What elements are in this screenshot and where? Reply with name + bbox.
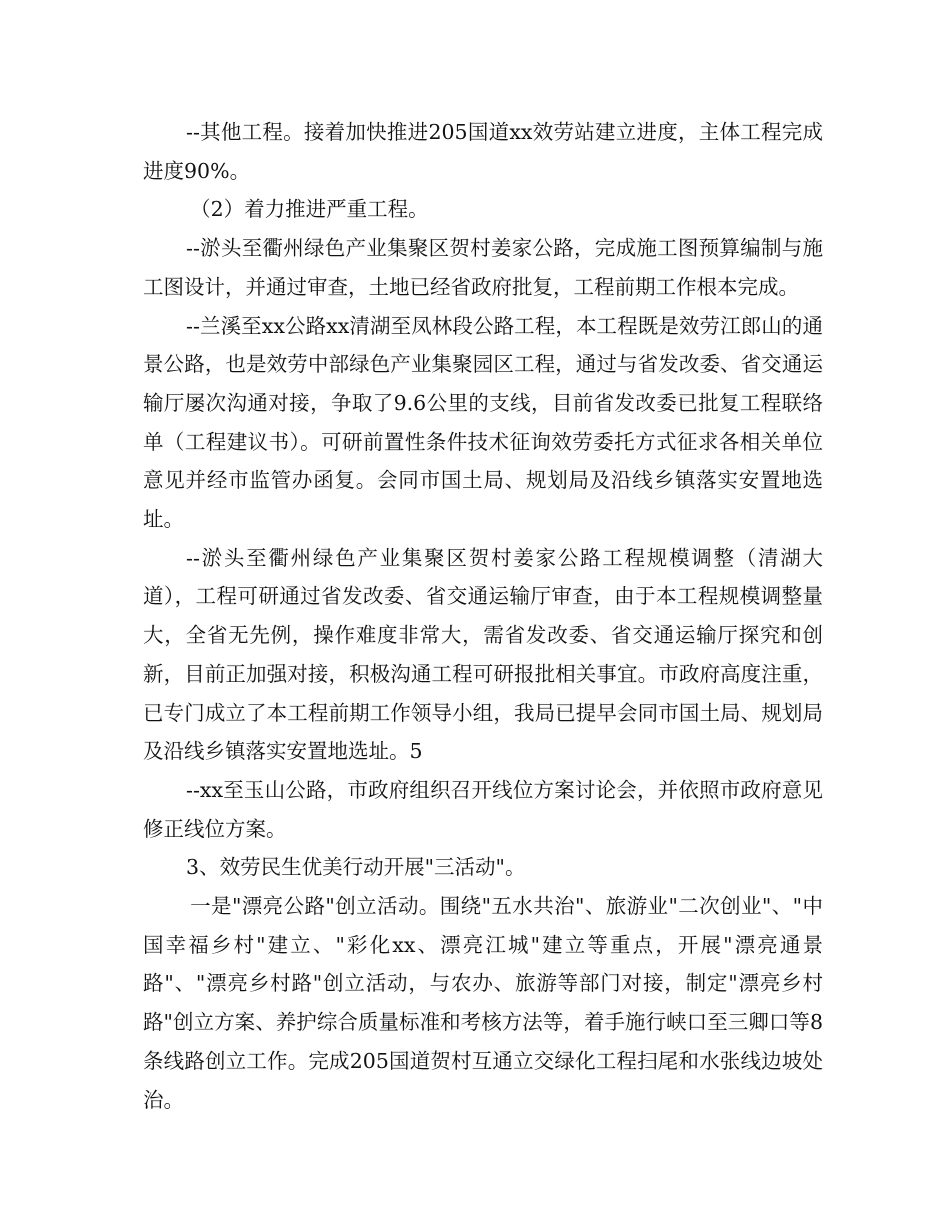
paragraph-three-activities: 3、效劳民生优美行动开展"三活动"。 <box>186 855 526 880</box>
paragraph-yutou-road: --淤头至衢州绿色产业集聚区贺村姜家公路，完成施工图预算编制与施工图设计，并通过审查，土地已经省政府批复，工程前期工作根本完成。 <box>143 236 823 299</box>
paragraph-other-projects: --其他工程。接着加快推进205国道xx效劳站建立进度，主体工程完成进度90%。 <box>143 120 823 183</box>
document-body <box>143 113 823 1119</box>
paragraph-beautiful-road: 一是"漂亮公路"创立活动。围绕"五水共治"、旅游业"二次创业"、"中国幸福乡村"建立、"彩化xx、漂亮江城"建立等重点，开展"漂亮通景路"、"漂亮乡村路"创立活动，与农办、旅游等部门对接，制定"漂亮乡村路"创立方案、养护综合质量标准和考核方法等，着手施行峡口至三卿口等8条线路创立工作。完成205国道贺村互通立交绿化工程扫尾和水张线边坡处治。 <box>143 894 823 1112</box>
paragraph-section-heading: （2）着力推进严重工程。 <box>190 197 429 222</box>
paragraph-scale-adjustment: --淤头至衢州绿色产业集聚区贺村姜家公路工程规模调整（清湖大道），工程可研通过省发改委、省交通运输厅审查，由于本工程规模调整量大，全省无先例，操作难度非常大，需省发改委、省交通运输厅探究和创新，目前正加强对接，积极沟通工程可研报批相关事宜。市政府高度注重，已专门成立了本工程前期工作领导小组，我局已提早会同市国土局、规划局及沿线乡镇落实安置地选址。5 <box>143 545 823 764</box>
paragraph-yushan-road: --xx至玉山公路，市政府组织召开线位方案讨论会，并依照市政府意见修正线位方案。 <box>143 777 823 841</box>
paragraph-lanxi-road: --兰溪至xx公路xx清湖至凤林段公路工程，本工程既是效劳江郎山的通景公路，也是效劳中部绿色产业集聚园区工程，通过与省发改委、省交通运输厅屡次沟通对接，争取了9.6公里的支线，目前省发改委已批复工程联络单（工程建议书）。可研前置性条件技术征询效劳委托方式征求各相关单位意见并经市监管办函复。会同市国土局、规划局及沿线乡镇落实安置地选址。 <box>143 313 823 532</box>
